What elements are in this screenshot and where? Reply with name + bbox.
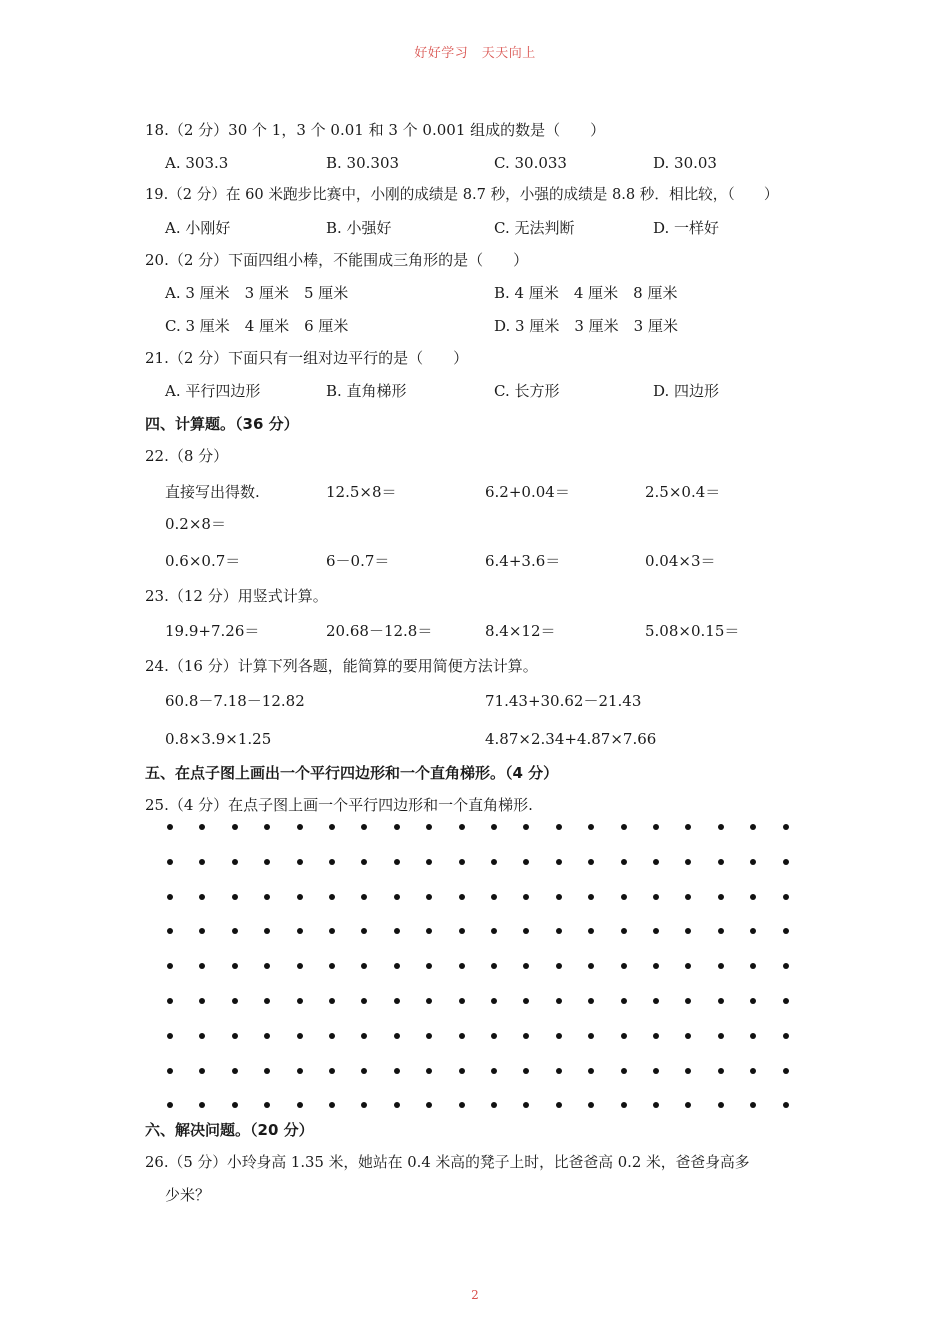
q23-item: 20.68－12.8＝ bbox=[326, 622, 433, 640]
grid-dot[interactable] bbox=[523, 824, 529, 830]
q22-item: 12.5×8＝ bbox=[326, 483, 397, 501]
grid-dot[interactable] bbox=[653, 1033, 659, 1039]
grid-dot[interactable] bbox=[653, 928, 659, 934]
grid-dot[interactable] bbox=[750, 1068, 756, 1074]
question-19-stem: 19.（2 分）在 60 米跑步比赛中，小刚的成绩是 8.7 秒，小强的成绩是 8.8 秒．相比较，（ ） bbox=[145, 186, 779, 203]
grid-dot[interactable] bbox=[264, 1068, 270, 1074]
grid-dot[interactable] bbox=[297, 963, 303, 969]
grid-dot[interactable] bbox=[653, 824, 659, 830]
grid-dot[interactable] bbox=[426, 998, 432, 1004]
grid-dot[interactable] bbox=[232, 1033, 238, 1039]
grid-dot[interactable] bbox=[588, 859, 594, 865]
grid-dot[interactable] bbox=[199, 1068, 205, 1074]
section-4-heading: 四、计算题。（36 分） bbox=[145, 415, 299, 433]
grid-dot[interactable] bbox=[621, 859, 627, 865]
grid-dot[interactable] bbox=[718, 1102, 724, 1108]
grid-dot[interactable] bbox=[750, 894, 756, 900]
grid-dot[interactable] bbox=[199, 1033, 205, 1039]
grid-dot[interactable] bbox=[621, 998, 627, 1004]
grid-dot[interactable] bbox=[523, 1033, 529, 1039]
grid-dot[interactable] bbox=[491, 824, 497, 830]
grid-dot[interactable] bbox=[426, 963, 432, 969]
grid-dot[interactable] bbox=[297, 824, 303, 830]
grid-dot[interactable] bbox=[361, 998, 367, 1004]
grid-dot[interactable] bbox=[167, 859, 173, 865]
grid-dot[interactable] bbox=[556, 1068, 562, 1074]
grid-dot[interactable] bbox=[750, 1033, 756, 1039]
grid-dot[interactable] bbox=[459, 859, 465, 865]
grid-dot[interactable] bbox=[523, 963, 529, 969]
grid-dot[interactable] bbox=[264, 998, 270, 1004]
q18-option-a: A. 303.3 bbox=[165, 154, 229, 172]
grid-dot[interactable] bbox=[361, 1102, 367, 1108]
grid-dot[interactable] bbox=[394, 1033, 400, 1039]
grid-dot[interactable] bbox=[199, 859, 205, 865]
grid-dot[interactable] bbox=[685, 824, 691, 830]
grid-dot[interactable] bbox=[426, 1068, 432, 1074]
grid-dot[interactable] bbox=[783, 859, 789, 865]
grid-dot[interactable] bbox=[718, 928, 724, 934]
grid-dot[interactable] bbox=[394, 1068, 400, 1074]
q20-option-a: A. 3 厘米 3 厘米 5 厘米 bbox=[165, 284, 349, 302]
grid-dot[interactable] bbox=[459, 894, 465, 900]
q21-option-b: B. 直角梯形 bbox=[326, 382, 407, 400]
grid-dot[interactable] bbox=[685, 1068, 691, 1074]
grid-dot[interactable] bbox=[556, 928, 562, 934]
grid-dot[interactable] bbox=[361, 894, 367, 900]
q22-instruction: 直接写出得数. bbox=[165, 483, 260, 501]
grid-dot[interactable] bbox=[459, 1068, 465, 1074]
grid-dot[interactable] bbox=[685, 963, 691, 969]
grid-dot[interactable] bbox=[459, 1033, 465, 1039]
grid-dot[interactable] bbox=[621, 963, 627, 969]
question-24-stem: 24.（16 分）计算下列各题，能简算的要用简便方法计算。 bbox=[145, 657, 538, 675]
q20-option-d: D. 3 厘米 3 厘米 3 厘米 bbox=[494, 317, 678, 335]
grid-dot[interactable] bbox=[491, 894, 497, 900]
q22-item: 6－0.7＝ bbox=[326, 552, 390, 570]
grid-dot[interactable] bbox=[459, 824, 465, 830]
grid-dot[interactable] bbox=[426, 859, 432, 865]
grid-dot[interactable] bbox=[264, 963, 270, 969]
grid-dot[interactable] bbox=[264, 928, 270, 934]
grid-dot[interactable] bbox=[783, 824, 789, 830]
grid-dot[interactable] bbox=[264, 1102, 270, 1108]
q18-option-c: C. 30.033 bbox=[494, 154, 567, 172]
grid-dot[interactable] bbox=[750, 859, 756, 865]
grid-dot[interactable] bbox=[523, 1068, 529, 1074]
grid-dot[interactable] bbox=[297, 1068, 303, 1074]
q18-option-d: D. 30.03 bbox=[653, 154, 717, 172]
grid-dot[interactable] bbox=[167, 1102, 173, 1108]
page-header: 好好学习 天天向上 bbox=[414, 46, 536, 61]
grid-dot[interactable] bbox=[199, 1102, 205, 1108]
grid-dot[interactable] bbox=[232, 894, 238, 900]
question-21-stem: 21.（2 分）下面只有一组对边平行的是（ ） bbox=[145, 349, 469, 367]
page-number: 2 bbox=[471, 1288, 479, 1302]
grid-dot[interactable] bbox=[685, 859, 691, 865]
grid-dot[interactable] bbox=[361, 963, 367, 969]
grid-dot[interactable] bbox=[685, 998, 691, 1004]
grid-dot[interactable] bbox=[588, 1102, 594, 1108]
grid-dot[interactable] bbox=[653, 1102, 659, 1108]
grid-dot[interactable] bbox=[621, 1102, 627, 1108]
question-23-stem: 23.（12 分）用竖式计算。 bbox=[145, 587, 328, 605]
grid-dot[interactable] bbox=[264, 859, 270, 865]
section-6-heading: 六、解决问题。（20 分） bbox=[145, 1121, 314, 1139]
q22-item: 2.5×0.4＝ bbox=[645, 483, 721, 501]
grid-dot[interactable] bbox=[718, 1033, 724, 1039]
q24-item: 0.8×3.9×1.25 bbox=[165, 730, 272, 748]
q21-option-d: D. 四边形 bbox=[653, 382, 720, 400]
grid-dot[interactable] bbox=[361, 859, 367, 865]
grid-dot[interactable] bbox=[556, 1033, 562, 1039]
grid-dot[interactable] bbox=[750, 1102, 756, 1108]
q23-item: 5.08×0.15＝ bbox=[645, 622, 740, 640]
grid-dot[interactable] bbox=[685, 894, 691, 900]
grid-dot[interactable] bbox=[394, 1102, 400, 1108]
grid-dot[interactable] bbox=[653, 1068, 659, 1074]
grid-dot[interactable] bbox=[491, 928, 497, 934]
section-5-heading: 五、在点子图上画出一个平行四边形和一个直角梯形。（4 分） bbox=[145, 764, 559, 782]
grid-dot[interactable] bbox=[297, 894, 303, 900]
grid-dot[interactable] bbox=[329, 859, 335, 865]
grid-dot[interactable] bbox=[232, 963, 238, 969]
q20-option-c: C. 3 厘米 4 厘米 6 厘米 bbox=[165, 317, 349, 335]
grid-dot[interactable] bbox=[297, 1102, 303, 1108]
q18-option-b: B. 30.303 bbox=[326, 154, 400, 172]
q24-item: 71.43+30.62－21.43 bbox=[485, 692, 642, 710]
grid-dot[interactable] bbox=[621, 928, 627, 934]
grid-dot[interactable] bbox=[653, 963, 659, 969]
grid-dot[interactable] bbox=[459, 928, 465, 934]
grid-dot[interactable] bbox=[523, 1102, 529, 1108]
grid-dot[interactable] bbox=[394, 859, 400, 865]
grid-dot[interactable] bbox=[685, 1102, 691, 1108]
grid-dot[interactable] bbox=[588, 1068, 594, 1074]
grid-dot[interactable] bbox=[297, 998, 303, 1004]
question-20-stem: 20.（2 分）下面四组小棒，不能围成三角形的是（ ） bbox=[145, 251, 529, 269]
grid-dot[interactable] bbox=[783, 1033, 789, 1039]
grid-dot[interactable] bbox=[750, 963, 756, 969]
grid-dot[interactable] bbox=[426, 1033, 432, 1039]
grid-dot[interactable] bbox=[718, 1068, 724, 1074]
grid-dot[interactable] bbox=[783, 963, 789, 969]
grid-dot[interactable] bbox=[426, 928, 432, 934]
grid-dot[interactable] bbox=[523, 859, 529, 865]
grid-dot[interactable] bbox=[718, 824, 724, 830]
grid-dot[interactable] bbox=[329, 1033, 335, 1039]
grid-dot[interactable] bbox=[426, 1102, 432, 1108]
q23-item: 19.9+7.26＝ bbox=[165, 622, 260, 640]
grid-dot[interactable] bbox=[491, 1068, 497, 1074]
q22-item: 0.2×8＝ bbox=[165, 515, 226, 533]
grid-dot[interactable] bbox=[167, 928, 173, 934]
grid-dot[interactable] bbox=[329, 998, 335, 1004]
grid-dot[interactable] bbox=[588, 1033, 594, 1039]
grid-dot[interactable] bbox=[232, 1102, 238, 1108]
grid-dot[interactable] bbox=[394, 963, 400, 969]
grid-dot[interactable] bbox=[783, 894, 789, 900]
grid-dot[interactable] bbox=[232, 998, 238, 1004]
question-22-stem: 22.（8 分） bbox=[145, 447, 229, 465]
q19-option-d: D. 一样好 bbox=[653, 219, 720, 237]
grid-dot[interactable] bbox=[783, 928, 789, 934]
q20-option-b: B. 4 厘米 4 厘米 8 厘米 bbox=[494, 284, 678, 302]
grid-dot[interactable] bbox=[588, 824, 594, 830]
grid-dot[interactable] bbox=[329, 1102, 335, 1108]
grid-dot[interactable] bbox=[329, 824, 335, 830]
grid-dot[interactable] bbox=[361, 928, 367, 934]
q19-option-c: C. 无法判断 bbox=[494, 219, 575, 237]
grid-dot[interactable] bbox=[491, 998, 497, 1004]
grid-dot[interactable] bbox=[588, 963, 594, 969]
grid-dot[interactable] bbox=[556, 824, 562, 830]
grid-dot[interactable] bbox=[199, 824, 205, 830]
grid-dot[interactable] bbox=[199, 928, 205, 934]
grid-dot[interactable] bbox=[199, 894, 205, 900]
q22-item: 0.04×3＝ bbox=[645, 552, 716, 570]
q24-item: 60.8－7.18－12.82 bbox=[165, 692, 305, 710]
grid-dot[interactable] bbox=[491, 1033, 497, 1039]
grid-dot[interactable] bbox=[167, 824, 173, 830]
grid-dot[interactable] bbox=[783, 1068, 789, 1074]
grid-dot[interactable] bbox=[588, 894, 594, 900]
grid-dot[interactable] bbox=[232, 1068, 238, 1074]
grid-dot[interactable] bbox=[232, 928, 238, 934]
grid-dot[interactable] bbox=[329, 1068, 335, 1074]
grid-dot[interactable] bbox=[459, 998, 465, 1004]
grid-dot[interactable] bbox=[167, 894, 173, 900]
q24-item: 4.87×2.34+4.87×7.66 bbox=[485, 730, 657, 748]
grid-dot[interactable] bbox=[621, 824, 627, 830]
grid-dot[interactable] bbox=[588, 928, 594, 934]
question-26-line-2: 少米？ bbox=[165, 1186, 211, 1204]
grid-dot[interactable] bbox=[232, 824, 238, 830]
question-26-line-1: 26.（5 分）小玲身高 1.35 米，她站在 0.4 米高的凳子上时，比爸爸高 0.2 米，爸爸身高多 bbox=[145, 1154, 750, 1171]
grid-dot[interactable] bbox=[621, 1033, 627, 1039]
grid-dot[interactable] bbox=[588, 998, 594, 1004]
grid-dot[interactable] bbox=[394, 824, 400, 830]
grid-dot[interactable] bbox=[556, 894, 562, 900]
grid-dot[interactable] bbox=[329, 963, 335, 969]
grid-dot[interactable] bbox=[394, 928, 400, 934]
q21-option-c: C. 长方形 bbox=[494, 382, 560, 400]
q21-option-a: A. 平行四边形 bbox=[165, 382, 261, 400]
grid-dot[interactable] bbox=[167, 1033, 173, 1039]
grid-dot[interactable] bbox=[491, 1102, 497, 1108]
grid-dot[interactable] bbox=[199, 963, 205, 969]
grid-dot[interactable] bbox=[718, 963, 724, 969]
grid-dot[interactable] bbox=[459, 1102, 465, 1108]
q22-item: 0.6×0.7＝ bbox=[165, 552, 241, 570]
grid-dot[interactable] bbox=[653, 998, 659, 1004]
grid-dot[interactable] bbox=[523, 894, 529, 900]
q22-item: 6.4+3.6＝ bbox=[485, 552, 561, 570]
grid-dot[interactable] bbox=[750, 824, 756, 830]
grid-dot[interactable] bbox=[167, 1068, 173, 1074]
grid-dot[interactable] bbox=[394, 998, 400, 1004]
grid-dot[interactable] bbox=[297, 1033, 303, 1039]
grid-dot[interactable] bbox=[718, 998, 724, 1004]
q19-option-b: B. 小强好 bbox=[326, 219, 392, 237]
grid-dot[interactable] bbox=[556, 963, 562, 969]
grid-dot[interactable] bbox=[783, 1102, 789, 1108]
grid-dot[interactable] bbox=[621, 1068, 627, 1074]
grid-dot[interactable] bbox=[297, 859, 303, 865]
grid-dot[interactable] bbox=[264, 894, 270, 900]
grid-dot[interactable] bbox=[232, 859, 238, 865]
grid-dot[interactable] bbox=[264, 824, 270, 830]
question-25-stem: 25.（4 分）在点子图上画一个平行四边形和一个直角梯形. bbox=[145, 796, 533, 814]
grid-dot[interactable] bbox=[199, 998, 205, 1004]
q23-item: 8.4×12＝ bbox=[485, 622, 556, 640]
grid-dot[interactable] bbox=[361, 1068, 367, 1074]
grid-dot[interactable] bbox=[685, 1033, 691, 1039]
grid-dot[interactable] bbox=[523, 998, 529, 1004]
grid-dot[interactable] bbox=[523, 928, 529, 934]
grid-dot[interactable] bbox=[459, 963, 465, 969]
grid-dot[interactable] bbox=[361, 1033, 367, 1039]
grid-dot[interactable] bbox=[329, 894, 335, 900]
grid-dot[interactable] bbox=[750, 928, 756, 934]
dot-grid[interactable] bbox=[160, 820, 800, 1110]
grid-dot[interactable] bbox=[783, 998, 789, 1004]
grid-dot[interactable] bbox=[685, 928, 691, 934]
grid-dot[interactable] bbox=[167, 998, 173, 1004]
grid-dot[interactable] bbox=[491, 859, 497, 865]
grid-dot[interactable] bbox=[718, 859, 724, 865]
grid-dot[interactable] bbox=[653, 894, 659, 900]
grid-dot[interactable] bbox=[426, 894, 432, 900]
q19-option-a: A. 小刚好 bbox=[165, 219, 231, 237]
grid-dot[interactable] bbox=[556, 1102, 562, 1108]
grid-dot[interactable] bbox=[653, 859, 659, 865]
grid-dot[interactable] bbox=[426, 824, 432, 830]
grid-dot[interactable] bbox=[556, 859, 562, 865]
grid-dot[interactable] bbox=[621, 894, 627, 900]
question-18-stem: 18.（2 分）30 个 1，3 个 0.01 和 3 个 0.001 组成的数是（ ） bbox=[145, 121, 606, 139]
grid-dot[interactable] bbox=[394, 894, 400, 900]
grid-dot[interactable] bbox=[297, 928, 303, 934]
grid-dot[interactable] bbox=[167, 963, 173, 969]
grid-dot[interactable] bbox=[750, 998, 756, 1004]
grid-dot[interactable] bbox=[264, 1033, 270, 1039]
grid-dot[interactable] bbox=[718, 894, 724, 900]
grid-dot[interactable] bbox=[329, 928, 335, 934]
grid-dot[interactable] bbox=[361, 824, 367, 830]
grid-dot[interactable] bbox=[556, 998, 562, 1004]
grid-dot[interactable] bbox=[491, 963, 497, 969]
q22-item: 6.2+0.04＝ bbox=[485, 483, 570, 501]
